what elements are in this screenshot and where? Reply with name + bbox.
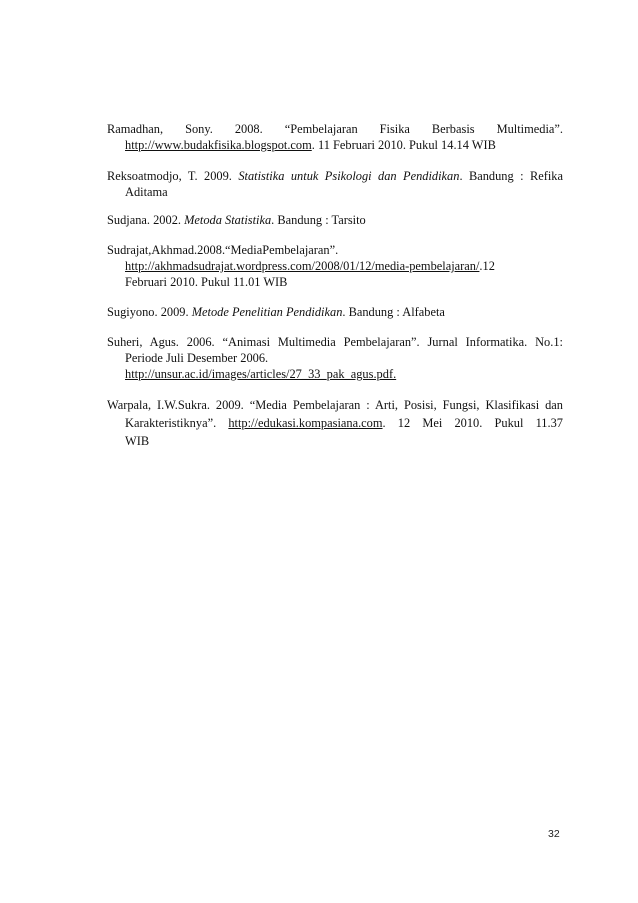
reference-reksoatmodjo: [107, 168, 563, 200]
reference-sugiyono-title: Metode Penelitian Pendidikan: [191, 305, 343, 319]
reference-suheri-line2: Periode Juli Desember 2006.: [125, 351, 269, 365]
reference-warpala-line1: Warpala, I.W.Sukra. 2009. “Media Pembelajaran : Arti, Posisi, Fungsi, Klasifikasi dan: [107, 398, 563, 412]
reference-sudjana-title: Metoda Statistika: [184, 213, 272, 227]
reference-sudrajat-line2: [125, 258, 563, 274]
reference-warpala-link[interactable]: http://edukasi.kompasiana.com: [228, 416, 383, 430]
reference-sudrajat-date-part: .12: [479, 259, 495, 273]
reference-sugiyono: [107, 304, 563, 320]
reference-suheri: [107, 334, 563, 382]
reference-reksoatmodjo-author: Reksoatmodjo, T. 2009.: [107, 169, 239, 183]
reference-ramadhan-link[interactable]: http://www.budakfisika.blogspot.com: [125, 138, 312, 152]
reference-reksoatmodjo-publisher: . Bandung : Refika Aditama: [125, 169, 563, 199]
reference-sudjana: [107, 212, 563, 228]
reference-sudrajat-line3: Februari 2010. Pukul 11.01 WIB: [125, 275, 288, 289]
reference-list: [107, 121, 563, 466]
reference-suheri-line3: [125, 366, 563, 382]
page-number: 32: [548, 828, 560, 840]
reference-sudjana-author: Sudjana. 2002.: [107, 213, 185, 227]
reference-suheri-line1: Suheri, Agus. 2006. “Animasi Multimedia Pembelajaran”. Jurnal Informatika. No.1:: [107, 335, 563, 349]
reference-warpala-subtitle-end: Karakteristiknya”.: [125, 416, 229, 430]
reference-ramadhan-line1: Ramadhan, Sony. 2008. “Pembelajaran Fisika Berbasis Multimedia”.: [107, 122, 563, 136]
reference-sudrajat: [107, 242, 563, 290]
reference-sugiyono-publisher: . Bandung : Alfabeta: [342, 305, 445, 319]
reference-reksoatmodjo-title: Statistika untuk Psikologi dan Pendidikan: [238, 169, 460, 183]
reference-warpala-date: . 12 Mei 2010. Pukul 11.37: [382, 416, 563, 430]
reference-warpala: [107, 396, 563, 450]
reference-sudrajat-link[interactable]: http://akhmadsudrajat.wordpress.com/2008/01/12/media-pembelajaran/: [125, 259, 480, 273]
reference-ramadhan: [107, 121, 563, 153]
reference-ramadhan-line2: [125, 137, 563, 153]
reference-sugiyono-author: Sugiyono. 2009.: [107, 305, 192, 319]
reference-warpala-line3: WIB: [125, 434, 150, 448]
reference-sudjana-publisher: . Bandung : Tarsito: [271, 213, 366, 227]
reference-suheri-link[interactable]: http://unsur.ac.id/images/articles/27_33_pak_agus.pdf.: [125, 367, 397, 381]
reference-warpala-line2: [125, 414, 563, 432]
reference-ramadhan-date: . 11 Februari 2010. Pukul 14.14 WIB: [311, 138, 496, 152]
reference-sudrajat-line1: Sudrajat,Akhmad.2008.“MediaPembelajaran”.: [107, 243, 339, 257]
